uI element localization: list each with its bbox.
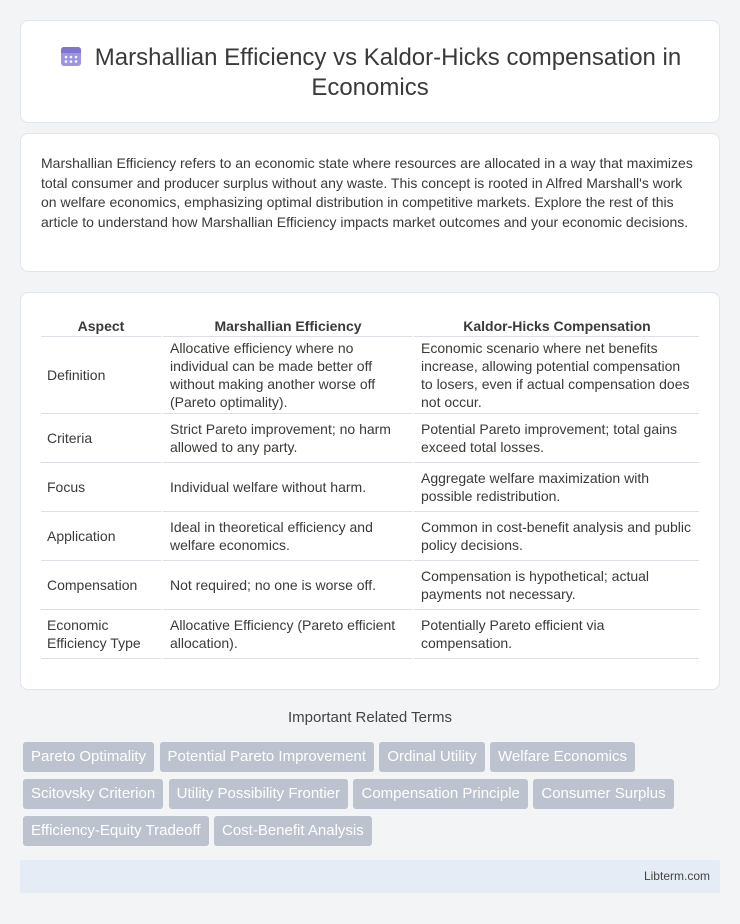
table-row xyxy=(41,414,699,463)
intro-paragraph: Marshallian Efficiency refers to an economic state where resources are allocated in a way that maximizes total consumer and producer surplus without any waste. This concept is rooted in Alfred Marshall's work on welfare economics, emphasizing optimal distribution in competitive markets. Explore the rest of this article to understand how Marshallian Efficiency impacts market outcomes and your economic decisions. xyxy=(41,155,693,230)
related-terms-list xyxy=(23,742,723,853)
related-terms-title: Important Related Terms xyxy=(288,709,452,726)
row-marshallian: Individual welfare without harm. xyxy=(161,463,412,512)
row-aspect: Application xyxy=(41,512,161,561)
header-card xyxy=(20,20,720,123)
intro-card xyxy=(20,133,720,272)
related-term-tag[interactable]: Welfare Economics xyxy=(490,742,635,772)
row-kaldor-hicks: Potential Pareto improvement; total gains exceed total losses. xyxy=(412,414,699,463)
row-marshallian: Strict Pareto improvement; no harm allowed to any party. xyxy=(161,414,412,463)
row-marshallian: Ideal in theoretical efficiency and welfare economics. xyxy=(161,512,412,561)
row-kaldor-hicks: Aggregate welfare maximization with possible redistribution. xyxy=(412,463,699,512)
header-marshallian: Marshallian Efficiency xyxy=(161,315,412,337)
header-aspect: Aspect xyxy=(41,315,161,337)
header-kaldor-hicks: Kaldor-Hicks Compensation xyxy=(412,315,699,337)
row-marshallian: Allocative Efficiency (Pareto efficient allocation). xyxy=(161,610,412,659)
table-row xyxy=(41,463,699,512)
row-kaldor-hicks: Potentially Pareto efficient via compensation. xyxy=(412,610,699,659)
comparison-card xyxy=(20,292,720,690)
related-term-tag[interactable]: Utility Possibility Frontier xyxy=(169,779,348,809)
table-row xyxy=(41,337,699,414)
row-kaldor-hicks: Compensation is hypothetical; actual payments not necessary. xyxy=(412,561,699,610)
table-header-row xyxy=(41,315,699,337)
calendar-icon xyxy=(59,44,83,68)
related-term-tag[interactable]: Potential Pareto Improvement xyxy=(160,742,374,772)
row-marshallian: Not required; no one is worse off. xyxy=(161,561,412,610)
related-term-tag[interactable]: Efficiency-Equity Tradeoff xyxy=(23,816,209,846)
table-row xyxy=(41,561,699,610)
row-aspect: Focus xyxy=(41,463,161,512)
table-row xyxy=(41,512,699,561)
related-term-tag[interactable]: Cost-Benefit Analysis xyxy=(214,816,372,846)
row-marshallian: Allocative efficiency where no individual can be made better off without making another worse off (Pareto optimality). xyxy=(161,337,412,414)
row-aspect: Definition xyxy=(41,337,161,414)
related-term-tag[interactable]: Scitovsky Criterion xyxy=(23,779,163,809)
row-aspect: Criteria xyxy=(41,414,161,463)
footer xyxy=(20,860,720,893)
row-aspect: Economic Efficiency Type xyxy=(41,610,161,659)
row-kaldor-hicks: Common in cost-benefit analysis and public policy decisions. xyxy=(412,512,699,561)
related-term-tag[interactable]: Compensation Principle xyxy=(353,779,527,809)
row-kaldor-hicks: Economic scenario where net benefits increase, allowing potential compensation to losers, even if actual compensation does not occur. xyxy=(412,337,699,414)
table-row xyxy=(41,610,699,659)
related-term-tag[interactable]: Ordinal Utility xyxy=(379,742,484,772)
row-aspect: Compensation xyxy=(41,561,161,610)
page-title-wrap xyxy=(21,43,719,103)
page-title: Marshallian Efficiency vs Kaldor-Hicks compensation in Economics xyxy=(94,44,682,101)
comparison-table xyxy=(41,315,699,659)
related-term-tag[interactable]: Pareto Optimality xyxy=(23,742,154,772)
related-term-tag[interactable]: Consumer Surplus xyxy=(533,779,673,809)
footer-site-link[interactable]: Libterm.com xyxy=(643,869,710,883)
